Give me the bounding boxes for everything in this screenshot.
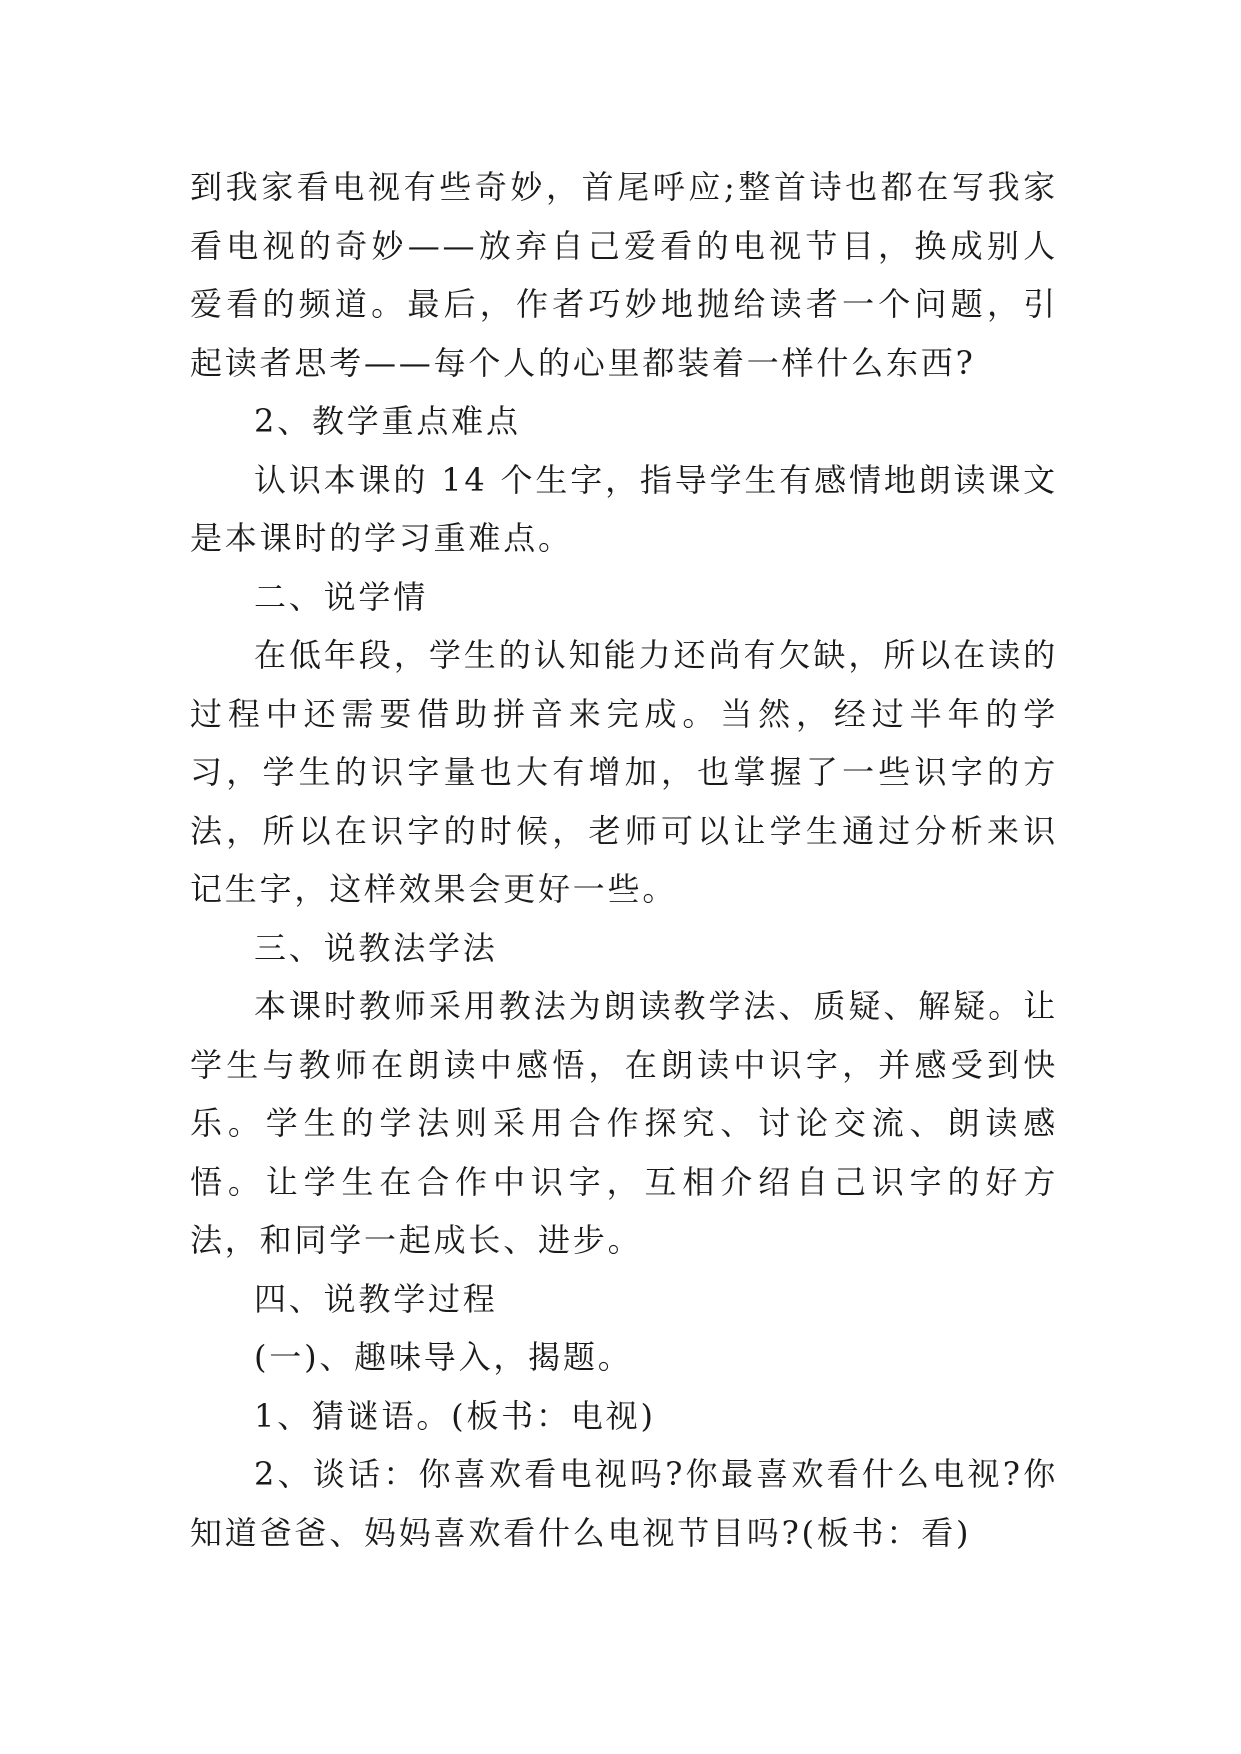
paragraph-teaching-methods: 本课时教师采用教法为朗读教学法、质疑、解疑。让学生与教师在朗读中感悟，在朗读中识字，并感受到快乐。学生的学法则采用合作探究、讨论交流、朗读感悟。让学生在合作中识字，互相介绍自己识字的好方法，和同学一起成长、进步。 [190, 987, 1058, 1259]
heading-student-analysis: 二、说学情 [254, 577, 429, 616]
heading-teaching-process: 四、说教学过程 [254, 1279, 498, 1318]
heading-teaching-focus: 2、教学重点难点 [254, 402, 521, 440]
paragraph-continuation: 到我家看电视有些奇妙，首尾呼应;整首诗也都在写我家看电视的奇妙——放弃自己爱看的电视节目，换成别人爱看的频道。最后，作者巧妙地抛给读者一个问题，引起读者思考——每个人的心里都装着一样什么东西? [190, 168, 1058, 382]
paragraph-teaching-focus: 认识本课的 14 个生字，指导学生有感情地朗读课文是本课时的学习重难点。 [190, 460, 1058, 557]
paragraph-student-analysis: 在低年段，学生的认知能力还尚有欠缺，所以在读的过程中还需要借助拼音来完成。当然，经过半年的学习，学生的识字量也大有增加，也掌握了一些识字的方法，所以在识字的时候，老师可以让学生通过分析来识记生字，这样效果会更好一些。 [190, 636, 1058, 908]
list-item-riddle: 1、猜谜语。(板书：电视) [254, 1396, 656, 1435]
list-item-conversation: 2、谈话：你喜欢看电视吗?你最喜欢看什么电视?你知道爸爸、妈妈喜欢看什么电视节目吗?(板书：看) [190, 1455, 1058, 1552]
document-body [190, 158, 1058, 1562]
subheading-introduction: (一)、趣味导入，揭题。 [254, 1338, 633, 1376]
heading-teaching-methods: 三、说教法学法 [254, 928, 498, 967]
